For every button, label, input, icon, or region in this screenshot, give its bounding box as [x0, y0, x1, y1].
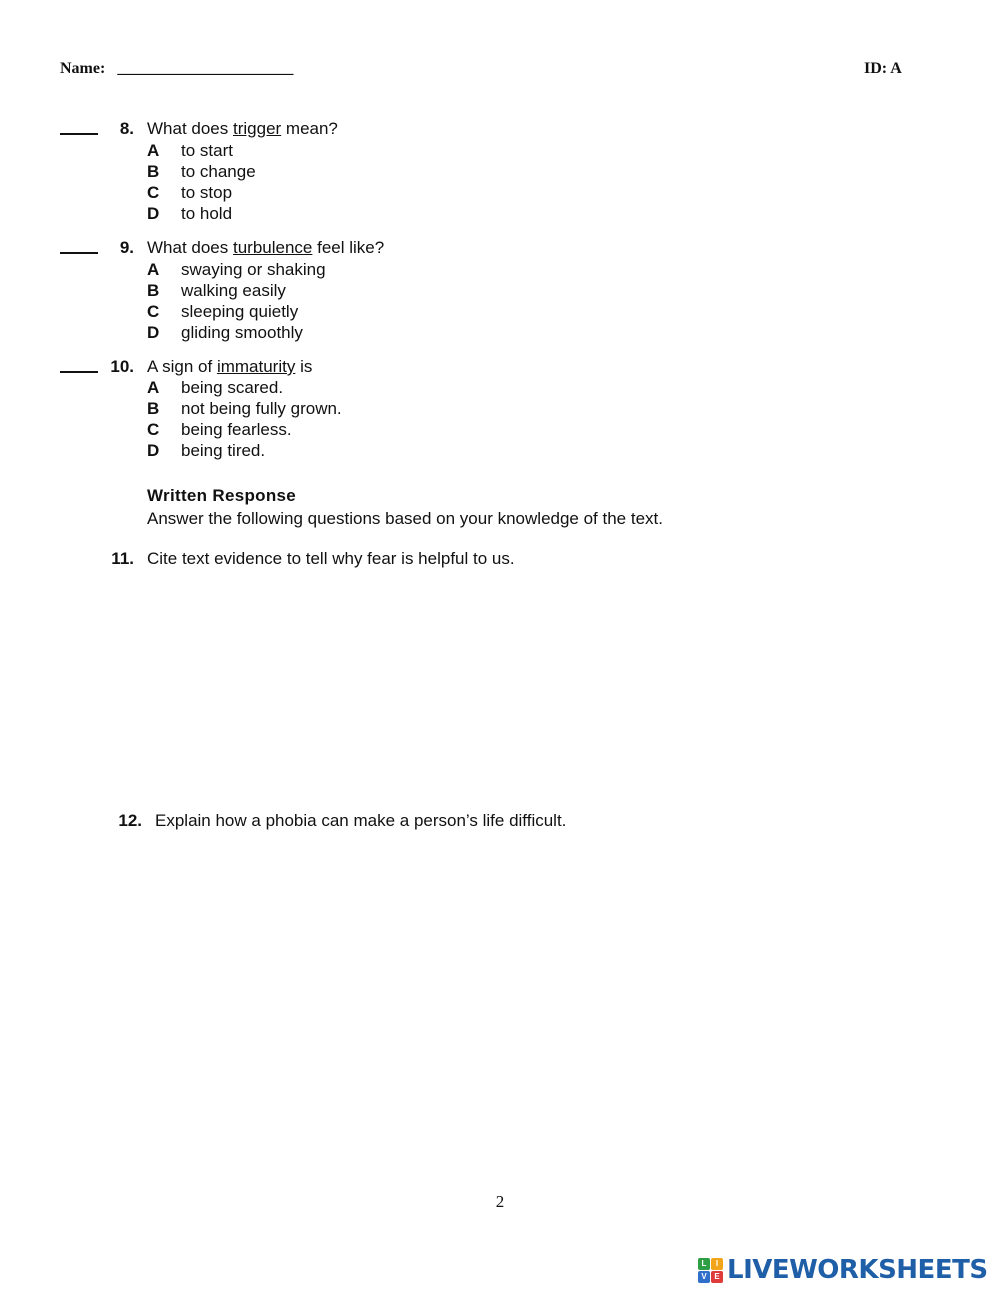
answer-blank-10[interactable]	[60, 357, 98, 373]
test-id: ID: A	[864, 60, 902, 77]
choice-d: D being tired.	[147, 441, 266, 460]
section-instructions: Answer the following questions based on your knowledge of the text.	[147, 509, 663, 528]
vocab-word: trigger	[233, 119, 282, 138]
question-text: Explain how a phobia can make a person’s life difficult.	[155, 811, 567, 830]
choice-c: C to stop	[147, 183, 233, 202]
answer-area-12[interactable]	[155, 842, 915, 1162]
question-number: 11.	[111, 549, 134, 568]
answer-blank-9[interactable]	[60, 238, 98, 254]
vocab-word: immaturity	[216, 357, 296, 376]
choice-d: D gliding smoothly	[147, 323, 303, 342]
logo-tiles-icon: L I V E	[698, 1258, 723, 1283]
choice-c: C being fearless.	[147, 420, 292, 439]
choice-a: A to start	[147, 141, 233, 160]
question-number: 9.	[119, 238, 134, 257]
name-label: Name:	[60, 60, 106, 77]
question-number: 10.	[110, 357, 134, 376]
question-number: 12.	[118, 811, 142, 830]
written-response-section	[147, 486, 663, 529]
question-text: A sign of immaturity is	[147, 357, 313, 376]
question-text: Cite text evidence to tell why fear is helpful to us.	[147, 549, 515, 568]
choice-b: B walking easily	[147, 281, 286, 300]
name-line	[60, 60, 293, 78]
section-title: Written Response	[147, 486, 297, 505]
choice-b: B to change	[147, 162, 256, 181]
choice-a: A being scared.	[147, 378, 284, 397]
choice-b: B not being fully grown.	[147, 399, 342, 418]
vocab-word: turbulence	[233, 238, 313, 257]
answer-blank-8[interactable]	[60, 119, 98, 135]
answer-area-11[interactable]	[147, 580, 907, 790]
logo-text: LIVEWORKSHEETS	[727, 1255, 988, 1285]
choice-c: C sleeping quietly	[147, 302, 299, 321]
choice-a: A swaying or shaking	[147, 260, 326, 279]
name-blank[interactable]: ______________________	[117, 60, 294, 77]
liveworksheets-logo	[698, 1255, 988, 1285]
question-text: What does trigger mean?	[147, 119, 338, 138]
choice-d: D to hold	[147, 204, 233, 223]
question-text: What does turbulence feel like?	[147, 238, 385, 257]
question-number: 8.	[119, 119, 134, 138]
page-number: 2	[495, 1192, 505, 1211]
